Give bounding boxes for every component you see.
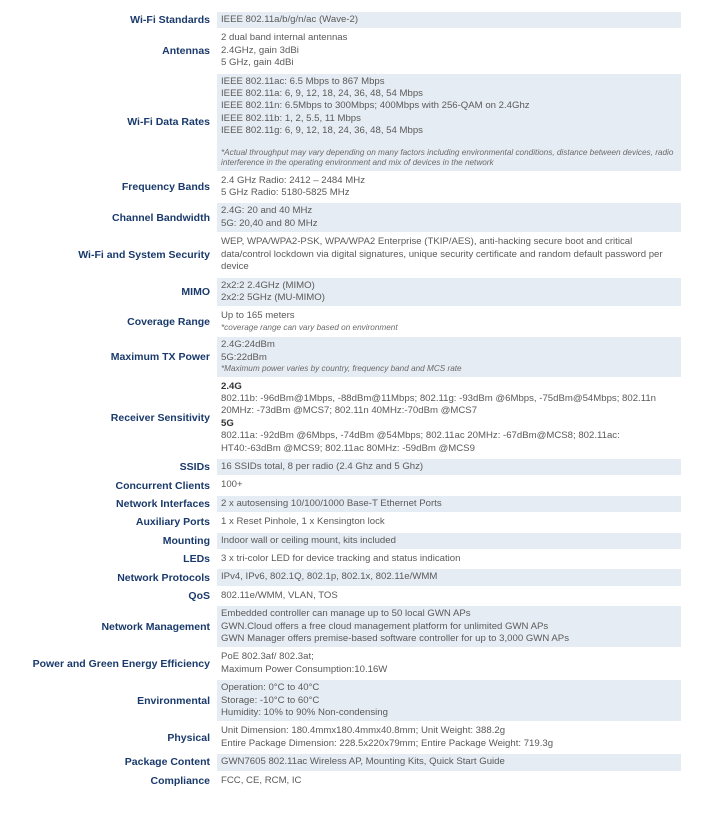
spec-value	[217, 649, 681, 678]
spec-label: Environmental	[137, 694, 210, 707]
spec-label: Maximum TX Power	[110, 350, 210, 363]
spec-value	[217, 754, 681, 770]
spec-label: Wi-Fi Data Rates	[127, 116, 210, 129]
spec-text: 2x2:2 5GHz (MU-MIMO)	[221, 291, 325, 303]
footnote: *Maximum power varies by country, frequency band and MCS rate	[221, 364, 462, 374]
spec-label: Auxiliary Ports	[135, 516, 210, 529]
spec-text: Humidity: 10% to 90% Non-condensing	[221, 707, 388, 719]
spec-value	[217, 477, 681, 493]
spec-row-maximum-tx-power	[19, 337, 681, 378]
spec-value	[217, 514, 681, 530]
spec-text: Maximum Power Consumption:10.16W	[221, 663, 388, 675]
spec-label: Mounting	[162, 534, 210, 547]
spec-text: Embedded controller can manage up to 50 local GWN APs	[221, 608, 471, 620]
spec-row-network-protocols	[19, 569, 681, 587]
spec-value	[217, 379, 681, 457]
spec-text: Up to 165 meters	[221, 310, 295, 322]
spec-text: 1 x Reset Pinhole, 1 x Kensington lock	[221, 516, 385, 528]
spec-text: PoE 802.3af/ 802.3at;	[221, 651, 314, 663]
spec-text: GWN7605 802.11ac Wireless AP, Mounting Kits, Quick Start Guide	[221, 756, 505, 768]
spec-text: Indoor wall or ceiling mount, kits included	[221, 534, 396, 546]
spec-row-channel-bandwidth	[19, 203, 681, 234]
spec-label: Frequency Bands	[121, 181, 210, 194]
spec-label: MIMO	[181, 285, 210, 298]
spec-value	[217, 533, 681, 549]
spec-label: Channel Bandwidth	[112, 211, 210, 224]
spec-text: 5 GHz, gain 4dBi	[221, 57, 294, 69]
spec-row-package-content	[19, 754, 681, 772]
spec-text: GWN Manager offers premise-based software controller for up to 3,000 GWN APs	[221, 633, 570, 645]
spec-label: Concurrent Clients	[115, 479, 210, 492]
spec-text: 2.4G:24dBm	[221, 339, 275, 351]
spec-text: 2.4G: 20 and 40 MHz	[221, 205, 313, 217]
spec-row-power-and-green-energy-efficiency	[19, 649, 681, 680]
spec-value	[217, 569, 681, 585]
spec-row-wi-fi-standards	[19, 12, 681, 30]
spec-value	[217, 308, 681, 335]
spec-text: IEEE 802.11n: 6.5Mbps to 300Mbps; 400Mbps with 256-QAM on 2.4Ghz	[221, 100, 530, 112]
footnote: *coverage range can vary based on environment	[221, 322, 398, 332]
spec-row-network-management	[19, 606, 681, 649]
spec-text: WEP, WPA/WPA2-PSK, WPA/WPA2 Enterprise (TKIP/AES), anti-hacking secure boot and critical data/control lockdown via digital signatures, unique security certificate and random default password per device	[221, 236, 663, 273]
spec-label: SSIDs	[179, 461, 210, 474]
spec-value	[217, 337, 681, 376]
spec-row-coverage-range	[19, 308, 681, 337]
spec-row-mimo	[19, 278, 681, 309]
spec-text: 5G: 20,40 and 80 MHz	[221, 217, 318, 229]
spec-value	[217, 12, 681, 28]
spec-table	[19, 12, 681, 791]
spec-row-frequency-bands	[19, 173, 681, 204]
spec-text: 802.11b: -96dBm@1Mbps, -88dBm@11Mbps; 802.11g: -93dBm @6Mbps, -75dBm@54Mbps; 802.11n 20MHz: -73dBm @MCS7; 802.11n 40MHz:-70dBm @MCS7	[221, 392, 657, 417]
spec-value	[217, 234, 681, 275]
spec-text: 5G:22dBm	[221, 351, 267, 363]
spec-text: IEEE 802.11a: 6, 9, 12, 18, 24, 36, 48, 54 Mbps	[221, 88, 423, 100]
spec-text: 2 x autosensing 10/100/1000 Base-T Ethernet Ports	[221, 497, 442, 509]
spec-text: Unit Dimension: 180.4mmx180.4mmx40.8mm; Unit Weight: 388.2g	[221, 725, 506, 737]
spec-label: Power and Green Energy Efficiency	[32, 657, 210, 670]
spec-value	[217, 203, 681, 232]
spec-label: Coverage Range	[127, 315, 210, 328]
spec-text: GWN.Cloud offers a free cloud management platform for unlimited GWN APs	[221, 620, 549, 632]
spec-text: 100+	[221, 479, 243, 491]
spec-text: 5 GHz Radio: 5180-5825 MHz	[221, 187, 350, 199]
spec-value	[217, 459, 681, 475]
spec-row-wi-fi-data-rates	[19, 74, 681, 173]
spec-row-wi-fi-and-system-security	[19, 234, 681, 277]
spec-value	[217, 30, 681, 71]
spec-label: Wi-Fi and System Security	[78, 248, 210, 261]
spec-row-environmental	[19, 680, 681, 723]
spec-label: LEDs	[183, 553, 210, 566]
spec-row-network-interfaces	[19, 496, 681, 514]
spec-row-leds	[19, 551, 681, 569]
spec-text: Storage: -10°C to 60°C	[221, 694, 320, 706]
spec-label: Compliance	[150, 774, 210, 787]
spec-row-concurrent-clients	[19, 477, 681, 495]
spec-value	[217, 606, 681, 647]
spec-value	[217, 723, 681, 752]
spec-text: IEEE 802.11a/b/g/n/ac (Wave-2)	[221, 14, 359, 25]
spec-text: 2x2:2 2.4GHz (MIMO)	[221, 279, 315, 291]
band-heading: 5G	[221, 417, 234, 429]
spec-text: 3 x tri-color LED for device tracking and status indication	[221, 553, 461, 564]
spec-row-qos	[19, 588, 681, 606]
spec-text: 2.4 GHz Radio: 2412 – 2484 MHz	[221, 174, 365, 186]
spec-row-ssids	[19, 459, 681, 477]
spec-label: QoS	[188, 590, 210, 603]
spec-label: Network Interfaces	[116, 497, 210, 510]
spec-text: 802.11a: -92dBm @6Mbps, -74dBm @54Mbps; 802.11ac 20MHz: -67dBm@MCS8; 802.11ac: HT40:-63dBm @MCS9; 802.11ac 80MHz: -59dBm @MCS9	[221, 430, 620, 454]
spec-value	[217, 773, 681, 789]
spec-label: Package Content	[124, 756, 210, 769]
spacer	[221, 138, 677, 148]
spec-text: Entire Package Dimension: 228.5x220x79mm; Entire Package Weight: 719.3g	[221, 737, 554, 749]
spec-label: Network Management	[101, 620, 210, 633]
spec-value	[217, 551, 681, 567]
spec-row-auxiliary-ports	[19, 514, 681, 532]
spec-row-receiver-sensitivity	[19, 379, 681, 459]
spec-text: 16 SSIDs total, 8 per radio (2.4 Ghz and 5 Ghz)	[221, 460, 424, 472]
band-heading: 2.4G	[221, 380, 242, 392]
spec-value	[217, 173, 681, 202]
spec-text: IEEE 802.11b: 1, 2, 5.5, 11 Mbps	[221, 112, 361, 124]
spec-value	[217, 588, 681, 604]
spec-label: Network Protocols	[117, 571, 210, 584]
spec-value	[217, 496, 681, 512]
spec-row-physical	[19, 723, 681, 754]
spec-label: Physical	[167, 731, 210, 744]
spec-label: Receiver Sensitivity	[110, 411, 210, 424]
spec-text: IPv4, IPv6, 802.1Q, 802.1p, 802.1x, 802.11e/WMM	[221, 571, 438, 583]
spec-value	[217, 278, 681, 307]
spec-label: Wi-Fi Standards	[130, 14, 210, 27]
spec-row-mounting	[19, 533, 681, 551]
footnote: *Actual throughput may vary depending on many factors including environmental conditions, distance between devices, radio interference in the operating environment and mix of devices in the network	[221, 147, 674, 168]
spec-value	[217, 680, 681, 721]
spec-text: IEEE 802.11g: 6, 9, 12, 18, 24, 36, 48, 54 Mbps	[221, 125, 423, 137]
spec-row-compliance	[19, 773, 681, 791]
spec-text: 2.4GHz, gain 3dBi	[221, 44, 299, 56]
spec-text: 802.11e/WMM, VLAN, TOS	[221, 589, 338, 601]
spec-value	[217, 74, 681, 171]
spec-text: 2 dual band internal antennas	[221, 32, 348, 44]
spec-text: Operation: 0°C to 40°C	[221, 682, 320, 694]
spec-row-antennas	[19, 30, 681, 73]
spec-label: Antennas	[162, 45, 210, 58]
spec-text: IEEE 802.11ac: 6.5 Mbps to 867 Mbps	[221, 75, 385, 87]
spec-text: FCC, CE, RCM, IC	[221, 774, 302, 786]
